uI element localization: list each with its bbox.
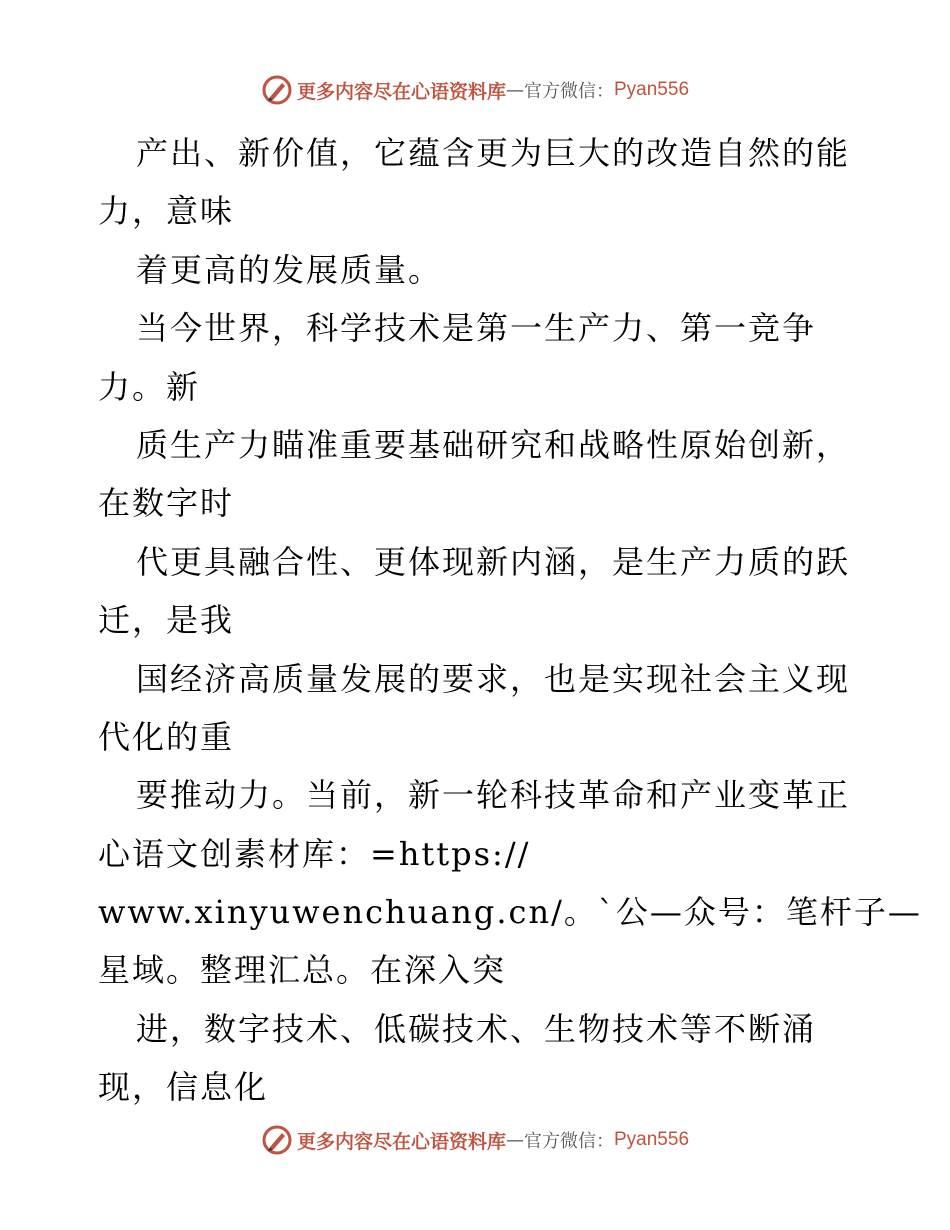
text-line: 力，意味	[98, 192, 235, 231]
text-line: 代化的重	[98, 717, 235, 756]
pen-logo-icon	[261, 74, 293, 106]
header-contact-code: Pyan556	[614, 79, 690, 100]
footer-banner	[0, 1120, 950, 1160]
footer-contact-label: 官方微信：	[524, 1131, 614, 1152]
text-line: 星域。整理汇总。在深入突	[98, 951, 507, 990]
footer-separator: —	[506, 1129, 524, 1151]
document-body	[98, 124, 922, 1117]
text-line: 力。新	[98, 367, 201, 406]
pen-logo-icon	[261, 1124, 293, 1156]
text-line: 要推动力。当前，新一轮科技革命和产业变革正	[136, 776, 851, 815]
text-line: 心语文创素材库：=https://	[98, 834, 531, 873]
text-line: 当今世界，科学技术是第一生产力、第一竞争	[136, 309, 817, 348]
text-line: 国经济高质量发展的要求，也是实现社会主义现	[136, 659, 851, 698]
text-line: 迁，是我	[98, 601, 235, 640]
text-line: 现，信息化	[98, 1068, 269, 1107]
text-line: 进，数字技术、低碳技术、生物技术等不断涌	[136, 1009, 817, 1048]
footer-contact-code: Pyan556	[614, 1129, 690, 1150]
header-contact-label: 官方微信：	[524, 81, 614, 102]
text-line: 在数字时	[98, 484, 235, 523]
header-brand-text: 更多内容尽在心语资料库	[296, 80, 506, 103]
footer-brand-text: 更多内容尽在心语资料库	[296, 1130, 506, 1153]
text-line: 产出、新价值，它蕴含更为巨大的改造自然的能	[136, 134, 851, 172]
text-line: 质生产力瞄准重要基础研究和战略性原始创新，	[136, 425, 851, 464]
text-line: 代更具融合性、更体现新内涵，是生产力质的跃	[136, 542, 851, 581]
text-line: 着更高的发展质量。	[136, 250, 443, 289]
header-separator: —	[506, 79, 524, 101]
text-line: www.xinyuwenchuang.cn/。`公—众号：笔杆子—	[98, 893, 922, 932]
header-banner	[0, 70, 950, 110]
